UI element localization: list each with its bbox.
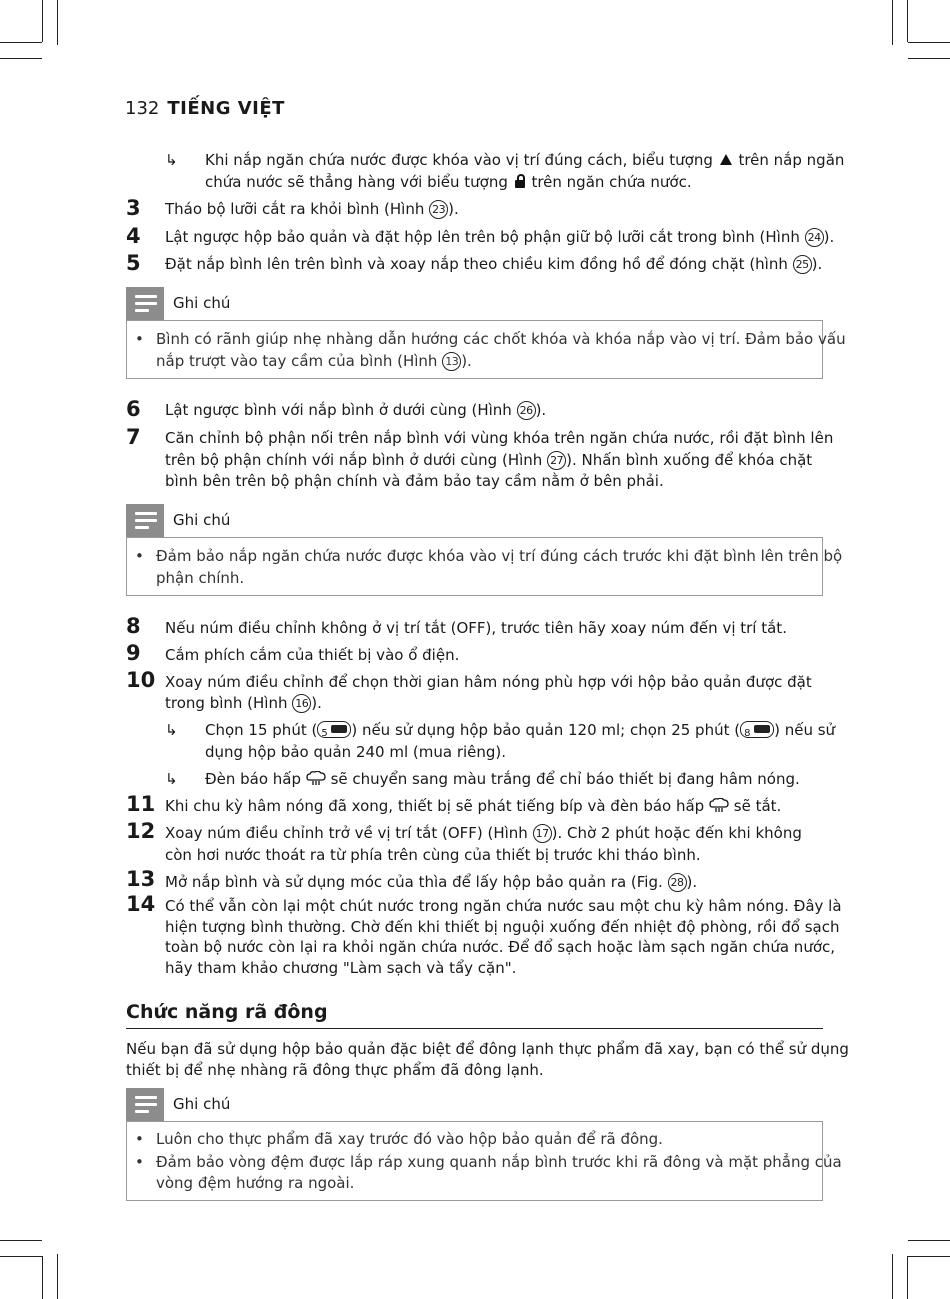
step-text: Mở nắp bình và sử dụng móc của thìa để lấy hộp bảo quản ra (Fig. 28 ). — [165, 873, 698, 891]
figure-ref: 27 — [547, 451, 566, 470]
note-header — [126, 287, 823, 321]
figure-ref: 26 — [517, 401, 536, 420]
steam-icon — [306, 771, 326, 786]
result-text: dụng hộp bảo quản 240 ml (mua riêng). — [205, 743, 507, 761]
bullet: • — [135, 547, 144, 565]
crop-mark — [908, 42, 950, 43]
step-text: Nếu núm điều chỉnh không ở vị trí tắt (OFF), trước tiên hãy xoay núm đến vị trí tắt. — [165, 619, 787, 637]
note-title: Ghi chú — [173, 511, 231, 529]
step-number: 12 — [126, 819, 156, 843]
figure-ref: 25 — [793, 255, 812, 274]
step-text: Xoay núm điều chỉnh để chọn thời gian hâm nóng phù hợp với hộp bảo quản được đặt — [165, 673, 812, 691]
step-text: Có thể vẫn còn lại một chút nước trong ngăn chứa nước sau một chu kỳ hâm nóng. Đây là — [165, 897, 842, 915]
step-number: 7 — [126, 425, 141, 449]
step-number: 6 — [126, 397, 141, 421]
figure-ref: 23 — [429, 200, 448, 219]
triangle-up-icon — [720, 154, 732, 165]
result-text: chứa nước sẽ thẳng hàng với biểu tượng trên ngăn chứa nước. — [205, 173, 692, 191]
crop-mark — [907, 0, 908, 42]
figure-ref: 24 — [805, 228, 824, 247]
crop-mark — [0, 1256, 42, 1257]
step-text: còn hơi nước thoát ra từ phía trên cùng của thiết bị trước khi tháo bình. — [165, 846, 701, 864]
crop-mark — [0, 1240, 42, 1241]
note-icon — [126, 1088, 164, 1122]
paragraph-text: Nếu bạn đã sử dụng hộp bảo quản đặc biệt để đông lạnh thực phẩm đã xay, bạn có thể sử dụng — [126, 1040, 849, 1058]
step-number: 14 — [126, 892, 156, 916]
crop-mark — [57, 0, 58, 45]
timer-icon: 8 — [740, 721, 774, 738]
crop-mark — [892, 0, 893, 45]
result-text: Khi nắp ngăn chứa nước được khóa vào vị trí đúng cách, biểu tượng trên nắp ngăn — [205, 151, 845, 169]
step-text: Lật ngược bình với nắp bình ở dưới cùng (Hình 26 ). — [165, 401, 547, 419]
step-text: Xoay núm điều chỉnh trở về vị trí tắt (OFF) (Hình 17 ). Chờ 2 phút hoặc đến khi không — [165, 824, 802, 842]
result-text: Đèn báo hấp sẽ chuyển sang màu trắng để chỉ báo thiết bị đang hâm nóng. — [205, 770, 800, 788]
note-text: nắp trượt vào tay cầm của bình (Hình 13 ). — [156, 352, 472, 370]
lock-icon — [515, 180, 525, 188]
paragraph-text: thiết bị để nhẹ nhàng rã đông thực phẩm đã đông lạnh. — [126, 1061, 544, 1079]
timer-icon: 5 — [317, 721, 351, 738]
crop-mark — [57, 1254, 58, 1299]
crop-mark — [42, 1256, 43, 1299]
step-text: Đặt nắp bình lên trên bình và xoay nắp theo chiều kim đồng hồ để đóng chặt (hình 25 ). — [165, 255, 823, 273]
note-text: vòng đệm hướng ra ngoài. — [156, 1174, 355, 1192]
crop-mark — [892, 1254, 893, 1299]
section-title: Chức năng rã đông — [126, 1001, 328, 1023]
result-text: Chọn 15 phút ( 5 ) nếu sử dụng hộp bảo quản 120 ml; chọn 25 phút ( 8 ) nếu sử — [205, 721, 836, 739]
step-number: 4 — [126, 224, 141, 248]
step-text: Cắm phích cắm của thiết bị vào ổ điện. — [165, 646, 460, 664]
note-header — [126, 1088, 823, 1122]
note-text: Đảm bảo vòng đệm được lắp ráp xung quanh nắp bình trước khi rã đông và mặt phẳng của — [156, 1153, 842, 1171]
note-icon — [126, 287, 164, 321]
language-title: TIẾNG VIỆT — [167, 98, 285, 119]
step-number: 11 — [126, 792, 156, 816]
note-title: Ghi chú — [173, 1095, 231, 1113]
result-arrow-icon: ↳ — [165, 721, 178, 739]
result-arrow-icon: ↳ — [165, 770, 178, 788]
step-text: bình bên trên bộ phận chính và đảm bảo tay cầm nằm ở bên phải. — [165, 472, 664, 490]
step-number: 8 — [126, 614, 141, 638]
step-text: trong bình (Hình 16 ). — [165, 694, 322, 712]
step-number: 3 — [126, 196, 141, 220]
step-text: Tháo bộ lưỡi cắt ra khỏi bình (Hình 23 ). — [165, 200, 459, 218]
note-text: Luôn cho thực phẩm đã xay trước đó vào hộp bảo quản để rã đông. — [156, 1130, 663, 1148]
step-text: hiện tượng bình thường. Chờ đến khi thiết bị nguội xuống đến nhiệt độ phòng, rồi đổ sạch — [165, 918, 840, 936]
section-divider — [126, 1028, 823, 1029]
page-number: 132 — [125, 98, 160, 119]
step-text: trên bộ phận chính với nắp bình ở dưới cùng (Hình 27 ). Nhấn bình xuống để khóa chặt — [165, 451, 813, 469]
note-text: Đảm bảo nắp ngăn chứa nước được khóa vào vị trí đúng cách trước khi đặt bình lên trên bộ — [156, 547, 843, 565]
step-text: Căn chỉnh bộ phận nối trên nắp bình với vùng khóa trên ngăn chứa nước, rồi đặt bình lên — [165, 429, 834, 447]
crop-mark — [42, 0, 43, 42]
bullet: • — [135, 330, 144, 348]
result-arrow-icon: ↳ — [165, 151, 178, 169]
bullet: • — [135, 1130, 144, 1148]
step-text: Khi chu kỳ hâm nóng đã xong, thiết bị sẽ phát tiếng bíp và đèn báo hấp sẽ tắt. — [165, 797, 782, 815]
note-text: phận chính. — [156, 569, 245, 587]
step-text: toàn bộ nước còn lại ra khỏi ngăn chứa nước. Để đổ sạch hoặc làm sạch ngăn chứa nước, — [165, 938, 836, 956]
crop-mark — [0, 42, 42, 43]
step-text: Lật ngược hộp bảo quản và đặt hộp lên trên bộ phận giữ bộ lưỡi cắt trong bình (Hình 24 ). — [165, 228, 835, 246]
note-header — [126, 504, 823, 538]
bullet: • — [135, 1153, 144, 1171]
crop-mark — [907, 1256, 908, 1299]
step-number: 9 — [126, 641, 141, 665]
note-title: Ghi chú — [173, 294, 231, 312]
figure-ref: 13 — [442, 352, 461, 371]
note-text: Bình có rãnh giúp nhẹ nhàng dẫn hướng các chốt khóa và khóa nắp vào vị trí. Đảm bảo vấu — [156, 330, 846, 348]
crop-mark — [908, 1240, 950, 1241]
crop-mark — [0, 58, 42, 59]
step-text: hãy tham khảo chương "Làm sạch và tẩy cặn". — [165, 959, 517, 977]
figure-ref: 17 — [533, 824, 552, 843]
step-number: 5 — [126, 251, 141, 275]
steam-icon — [709, 798, 729, 813]
step-number: 13 — [126, 867, 156, 891]
crop-mark — [908, 1256, 950, 1257]
note-icon — [126, 504, 164, 538]
page-header — [125, 98, 285, 119]
crop-mark — [908, 58, 950, 59]
figure-ref: 16 — [292, 694, 311, 713]
step-number: 10 — [126, 668, 156, 692]
figure-ref: 28 — [668, 873, 687, 892]
